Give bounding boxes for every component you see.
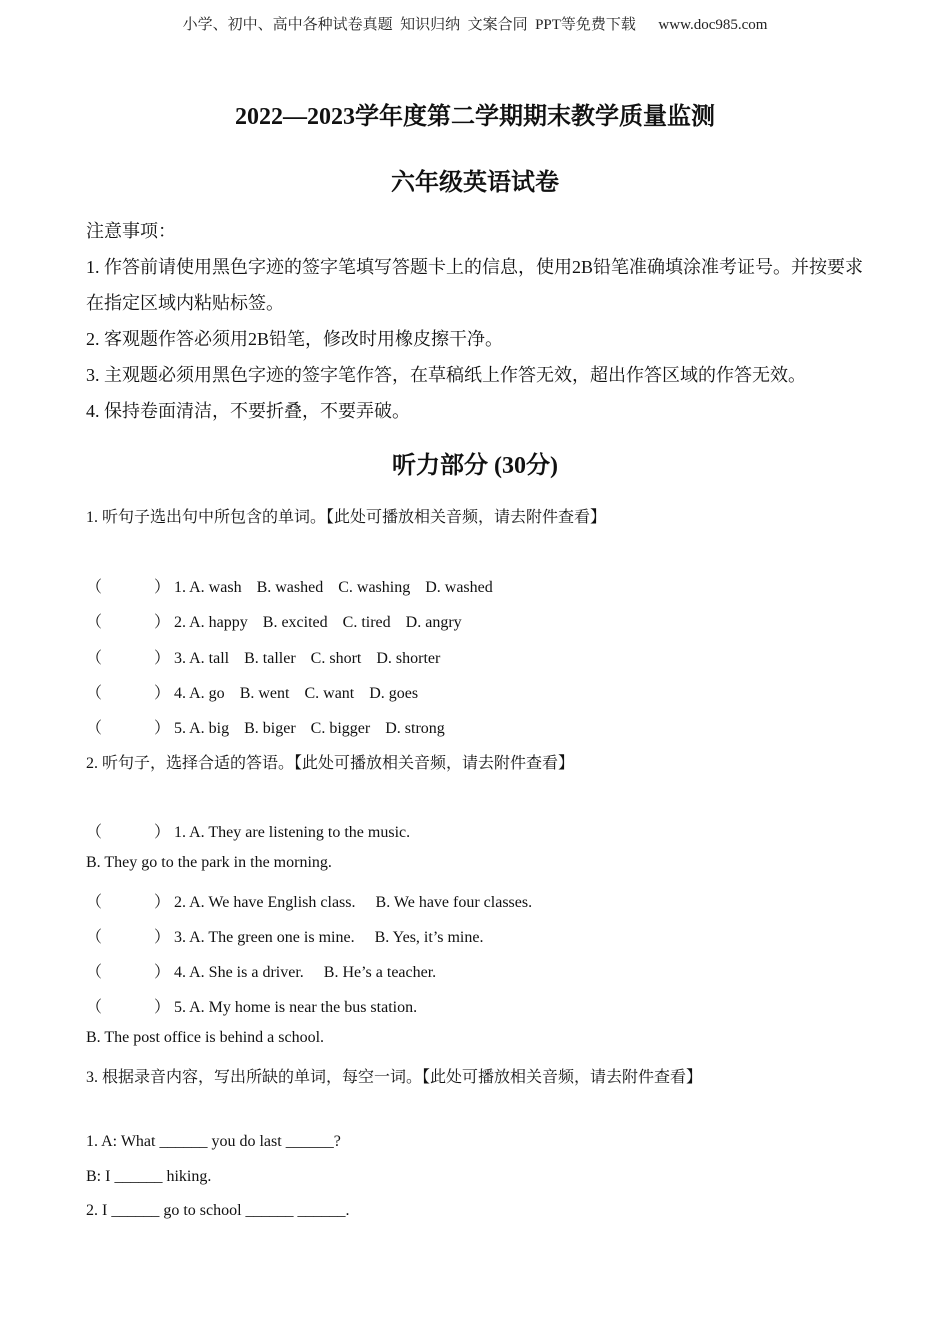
- part2-item-3: [86, 924, 483, 947]
- part2-item-1-option-b: B. They go to the park in the morning.: [86, 854, 332, 871]
- option-c: C. bigger: [310, 720, 371, 737]
- option-a: A. happy: [189, 614, 248, 631]
- answer-paren-close: ）: [154, 579, 171, 596]
- exam-subtitle: 六年级英语试卷: [391, 170, 559, 196]
- option-a: A. big: [189, 720, 230, 737]
- listening-section-title: 听力部分 (30分): [392, 453, 558, 479]
- answer-paren-close: ）: [154, 685, 171, 702]
- item-number: 2.: [174, 894, 186, 911]
- notice-heading: 注意事项：: [86, 221, 176, 241]
- answer-paren-open: （: [86, 614, 103, 631]
- answer-paren-close: ）: [154, 929, 171, 946]
- answer-paren-open: （: [86, 720, 103, 737]
- notice-item-2: 2. 客观题作答必须用2B铅笔，修改时用橡皮擦干净。: [86, 329, 504, 349]
- item-number: 4.: [174, 685, 186, 702]
- option-d: D. washed: [425, 579, 493, 596]
- option-a: A. My home is near the bus station.: [189, 999, 418, 1016]
- option-a: A. They are listening to the music.: [189, 824, 411, 841]
- item-number: 1.: [174, 824, 186, 841]
- part1-heading: 1. 听句子选出句中所包含的单词。【此处可播放相关音频，请去附件查看】: [86, 509, 607, 526]
- option-b: B. He’s a teacher.: [323, 964, 437, 981]
- notice-item-4: 4. 保持卷面清洁，不要折叠，不要弄破。: [86, 401, 410, 421]
- option-d: D. strong: [385, 720, 445, 737]
- answer-paren-close: ）: [154, 964, 171, 981]
- page-header: [0, 13, 950, 34]
- option-c: C. want: [304, 685, 355, 702]
- part1-item-4: [86, 680, 433, 703]
- item-number: 3.: [174, 929, 186, 946]
- option-c: C. washing: [338, 579, 411, 596]
- item-number: 3.: [174, 650, 186, 667]
- part1-item-3: [86, 645, 455, 668]
- item-number: 5.: [174, 720, 186, 737]
- answer-paren-open: （: [86, 579, 103, 596]
- header-site-link[interactable]: www.doc985.com: [658, 17, 768, 33]
- notice-item-1: 1. 作答前请使用黑色字迹的签字笔填写答题卡上的信息，使用2B铅笔准确填涂准考证号。并按要求在指定区域内粘贴标签。: [86, 257, 864, 313]
- answer-paren-open: （: [86, 999, 103, 1016]
- part2-item-5-option-b: B. The post office is behind a school.: [86, 1029, 325, 1046]
- part2-item-2: [86, 889, 532, 912]
- header-text: 小学、初中、高中各种试卷真题 知识归纳 文案合同 PPT等免费下载: [182, 17, 636, 33]
- part2-item-1: [86, 819, 410, 842]
- notice-item-3: 3. 主观题必须用黑色字迹的签字笔作答，在草稿纸上作答无效，超出作答区域的作答无效。: [86, 365, 806, 385]
- part3-heading: 3. 根据录音内容，写出所缺的单词，每空一词。【此处可播放相关音频，请去附件查看】: [86, 1069, 703, 1086]
- option-b: B. washed: [256, 579, 324, 596]
- option-b: B. taller: [244, 650, 296, 667]
- part1-item-1: [86, 574, 508, 597]
- answer-paren-close: ）: [154, 650, 171, 667]
- exam-title: 2022—2023学年度第二学期期末教学质量监测: [235, 104, 715, 130]
- answer-paren-open: （: [86, 929, 103, 946]
- option-c: C. tired: [342, 614, 391, 631]
- option-b: B. went: [239, 685, 290, 702]
- notice-section: [86, 213, 876, 429]
- item-number: 2.: [174, 614, 186, 631]
- option-a: A. go: [189, 685, 225, 702]
- item-number: 4.: [174, 964, 186, 981]
- option-b: B. biger: [244, 720, 296, 737]
- option-b: B. excited: [262, 614, 328, 631]
- option-a: A. wash: [189, 579, 242, 596]
- answer-paren-open: （: [86, 650, 103, 667]
- option-a: A. She is a driver.: [189, 964, 304, 981]
- option-b: B. Yes, it’s mine.: [374, 929, 484, 946]
- part3-line-3: 2. I ______ go to school ______ ______.: [86, 1202, 350, 1219]
- part3-line-1: 1. A: What ______ you do last ______?: [86, 1133, 341, 1150]
- answer-paren-close: ）: [154, 894, 171, 911]
- option-a: A. We have English class.: [189, 894, 356, 911]
- answer-paren-close: ）: [154, 720, 171, 737]
- answer-paren-open: （: [86, 685, 103, 702]
- option-a: A. The green one is mine.: [189, 929, 355, 946]
- part2-item-4: [86, 959, 436, 982]
- option-b: B. We have four classes.: [375, 894, 533, 911]
- item-number: 5.: [174, 999, 186, 1016]
- part2-item-5: [86, 994, 417, 1017]
- part2-heading: 2. 听句子，选择合适的答语。【此处可播放相关音频，请去附件查看】: [86, 755, 575, 772]
- option-d: D. goes: [369, 685, 419, 702]
- option-d: D. angry: [405, 614, 462, 631]
- answer-paren-close: ）: [154, 999, 171, 1016]
- answer-paren-open: （: [86, 824, 103, 841]
- part1-item-5: [86, 715, 460, 738]
- part3-line-2: B: I ______ hiking.: [86, 1168, 212, 1185]
- answer-paren-open: （: [86, 964, 103, 981]
- part1-item-2: [86, 609, 477, 632]
- answer-paren-close: ）: [154, 824, 171, 841]
- answer-paren-open: （: [86, 894, 103, 911]
- answer-paren-close: ）: [154, 614, 171, 631]
- option-c: C. short: [310, 650, 362, 667]
- option-a: A. tall: [189, 650, 230, 667]
- item-number: 1.: [174, 579, 186, 596]
- option-d: D. shorter: [376, 650, 441, 667]
